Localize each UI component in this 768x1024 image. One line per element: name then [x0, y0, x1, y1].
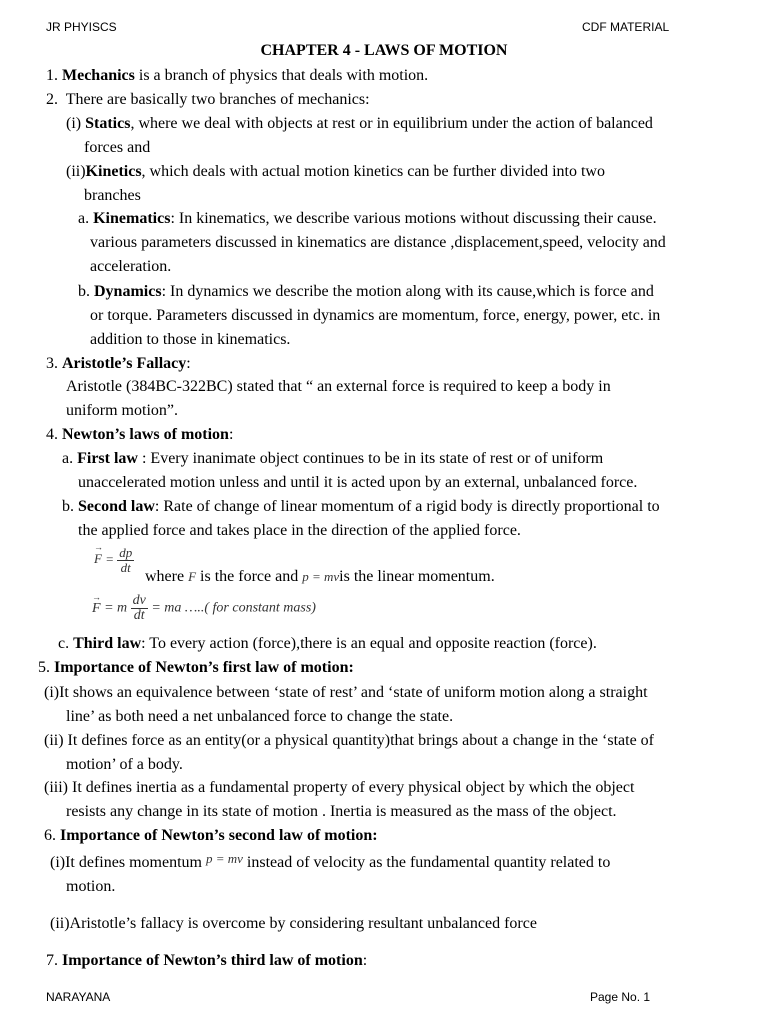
item-4-c	[58, 634, 597, 654]
eq-symbol-f: → F	[92, 601, 101, 616]
item-text: (i)It defines momentum	[50, 854, 202, 871]
where-text: is the linear momentum.	[339, 568, 495, 585]
term-kinematics: Kinematics	[93, 210, 171, 227]
eq-denominator: dt	[133, 608, 145, 623]
item-text: : Rate of change of linear momentum of a rigid body is directly proportional to	[154, 498, 660, 515]
item-text: :	[362, 952, 368, 969]
item-text: : In dynamics we describe the motion along with its cause,which is force and	[161, 283, 654, 300]
item-number: c.	[58, 635, 70, 652]
term-second-law: Second law	[78, 498, 155, 515]
item-text: , which deals with actual motion kinetics can be further divided into two	[141, 163, 605, 180]
eq-symbol-f: → F	[94, 551, 102, 566]
term-third-law: Third law	[73, 635, 142, 652]
footer-page-number: Page No. 1	[590, 990, 651, 1004]
item-number: 1.	[46, 67, 58, 84]
item-4-a-cont: unaccelerated motion unless and until it is acted upon by an external, unbalanced force.	[78, 474, 638, 491]
item-4-a	[62, 449, 603, 469]
term-kinetics: Kinetics	[85, 163, 142, 180]
item-6	[44, 826, 378, 846]
eq-numerator: dp	[119, 545, 133, 560]
item-6-i-line1	[50, 853, 610, 873]
footer-left: NARAYANA	[46, 990, 111, 1004]
item-5	[38, 658, 354, 678]
item-2	[46, 90, 370, 110]
item-6-ii: (ii)Aristotle’s fallacy is overcome by considering resultant unbalanced force	[50, 915, 537, 932]
item-2-a-cont1: various parameters discussed in kinematics are distance ,displacement,speed, velocity and	[90, 234, 666, 251]
item-3-line2: uniform motion”.	[66, 402, 178, 419]
item-5-ii-line2: motion’ of a body.	[66, 756, 183, 773]
item-text: :	[228, 426, 234, 443]
item-5-i-line1: (i)It shows an equivalence between ‘state of rest’ and ‘state of uniform motion along a straight	[44, 684, 648, 701]
item-1	[46, 66, 428, 86]
header-left: JR PHYISCS	[46, 20, 117, 34]
item-number: 5.	[38, 659, 50, 676]
item-text: : Every inanimate object continues to be in its state of rest or of uniform	[137, 450, 604, 467]
item-5-iii-line1: (iii) It defines inertia as a fundamental property of every physical object by which the object	[44, 779, 635, 796]
where-text: is the force and	[200, 568, 299, 585]
item-4-b	[62, 497, 660, 517]
header-right: CDF MATERIAL	[582, 20, 670, 34]
item-2-b	[78, 282, 654, 302]
term-aristotles-fallacy: Aristotle’s Fallacy	[62, 355, 187, 372]
chapter-title: CHAPTER 4 - LAWS OF MOTION	[260, 42, 508, 59]
eq-fraction	[117, 546, 134, 575]
item-text: : In kinematics, we describe various motions without discussing their cause.	[170, 210, 657, 227]
item-number: a.	[78, 210, 90, 227]
term-third-law-importance: Importance of Newton’s third law of motion	[62, 952, 363, 969]
where-line	[145, 567, 495, 587]
term-first-law-importance: Importance of Newton’s first law of motion:	[54, 659, 354, 676]
item-number: (ii)	[66, 163, 86, 180]
eq-equals: =	[105, 551, 114, 567]
symbol-p-mv: p = mv	[205, 851, 243, 866]
term-statics: Statics	[85, 115, 131, 132]
item-number: a.	[62, 450, 74, 467]
item-number: 3.	[46, 355, 58, 372]
equation-force-mass	[92, 594, 316, 623]
item-5-iii-line2: resists any change in its state of motion . Inertia is measured as the mass of the object.	[66, 803, 617, 820]
item-2-i	[66, 114, 653, 134]
item-number: 7.	[46, 952, 58, 969]
equation-force-momentum	[94, 546, 134, 575]
eq-equals: = m	[104, 600, 128, 616]
item-2-ii-cont: branches	[84, 187, 141, 204]
item-2-b-cont1: or torque. Parameters discussed in dynamics are momentum, force, energy, power, etc. in	[90, 307, 661, 324]
item-5-i-line2: line’ as both need a net unbalanced force to change the state.	[66, 708, 454, 725]
item-text: : To every action (force),there is an equal and opposite reaction (force).	[141, 635, 597, 652]
item-number: 4.	[46, 426, 58, 443]
item-text: :	[186, 355, 191, 372]
symbol-f: F	[188, 569, 197, 584]
item-text: There are basically two branches of mechanics:	[65, 91, 370, 108]
item-2-a-cont2: acceleration.	[90, 258, 172, 275]
item-text: instead of velocity as the fundamental quantity related to	[246, 854, 611, 871]
item-3-line1: Aristotle (384BC-322BC) stated that “ an external force is required to keep a body in	[66, 378, 611, 395]
term-second-law-importance: Importance of Newton’s second law of motion:	[60, 827, 378, 844]
item-2-i-cont: forces and	[84, 139, 151, 156]
eq-numerator: dv	[132, 593, 146, 608]
item-7	[46, 951, 367, 971]
item-number: b.	[78, 283, 90, 300]
item-2-a	[78, 209, 657, 229]
item-number: b.	[62, 498, 74, 515]
item-6-i-line2: motion.	[66, 878, 116, 895]
item-text: , where we deal with objects at rest or in equilibrium under the action of balanced	[130, 115, 653, 132]
term-dynamics: Dynamics	[94, 283, 162, 300]
item-4	[46, 425, 233, 445]
term-mechanics: Mechanics	[62, 67, 135, 84]
term-newtons-laws: Newton’s laws of motion	[62, 426, 229, 443]
eq-denominator: dt	[120, 560, 131, 575]
item-text: is a branch of physics that deals with motion.	[134, 67, 429, 84]
item-3	[46, 354, 191, 374]
where-text: where	[145, 568, 185, 585]
item-number: 2.	[46, 91, 58, 108]
term-first-law: First law	[77, 450, 138, 467]
item-number: 6.	[44, 827, 56, 844]
item-2-b-cont2: addition to those in kinematics.	[90, 331, 291, 348]
item-2-ii	[66, 162, 605, 182]
eq-fraction	[131, 594, 148, 623]
item-5-ii-line1: (ii) It defines force as an entity(or a physical quantity)that brings about a change in the ‘state of	[44, 732, 655, 749]
symbol-p-mv: p = mv	[302, 569, 340, 584]
item-number: (i)	[66, 115, 82, 132]
item-4-b-cont: the applied force and takes place in the direction of the applied force.	[78, 522, 521, 539]
eq-rest: = ma …..( for constant mass)	[151, 600, 316, 616]
